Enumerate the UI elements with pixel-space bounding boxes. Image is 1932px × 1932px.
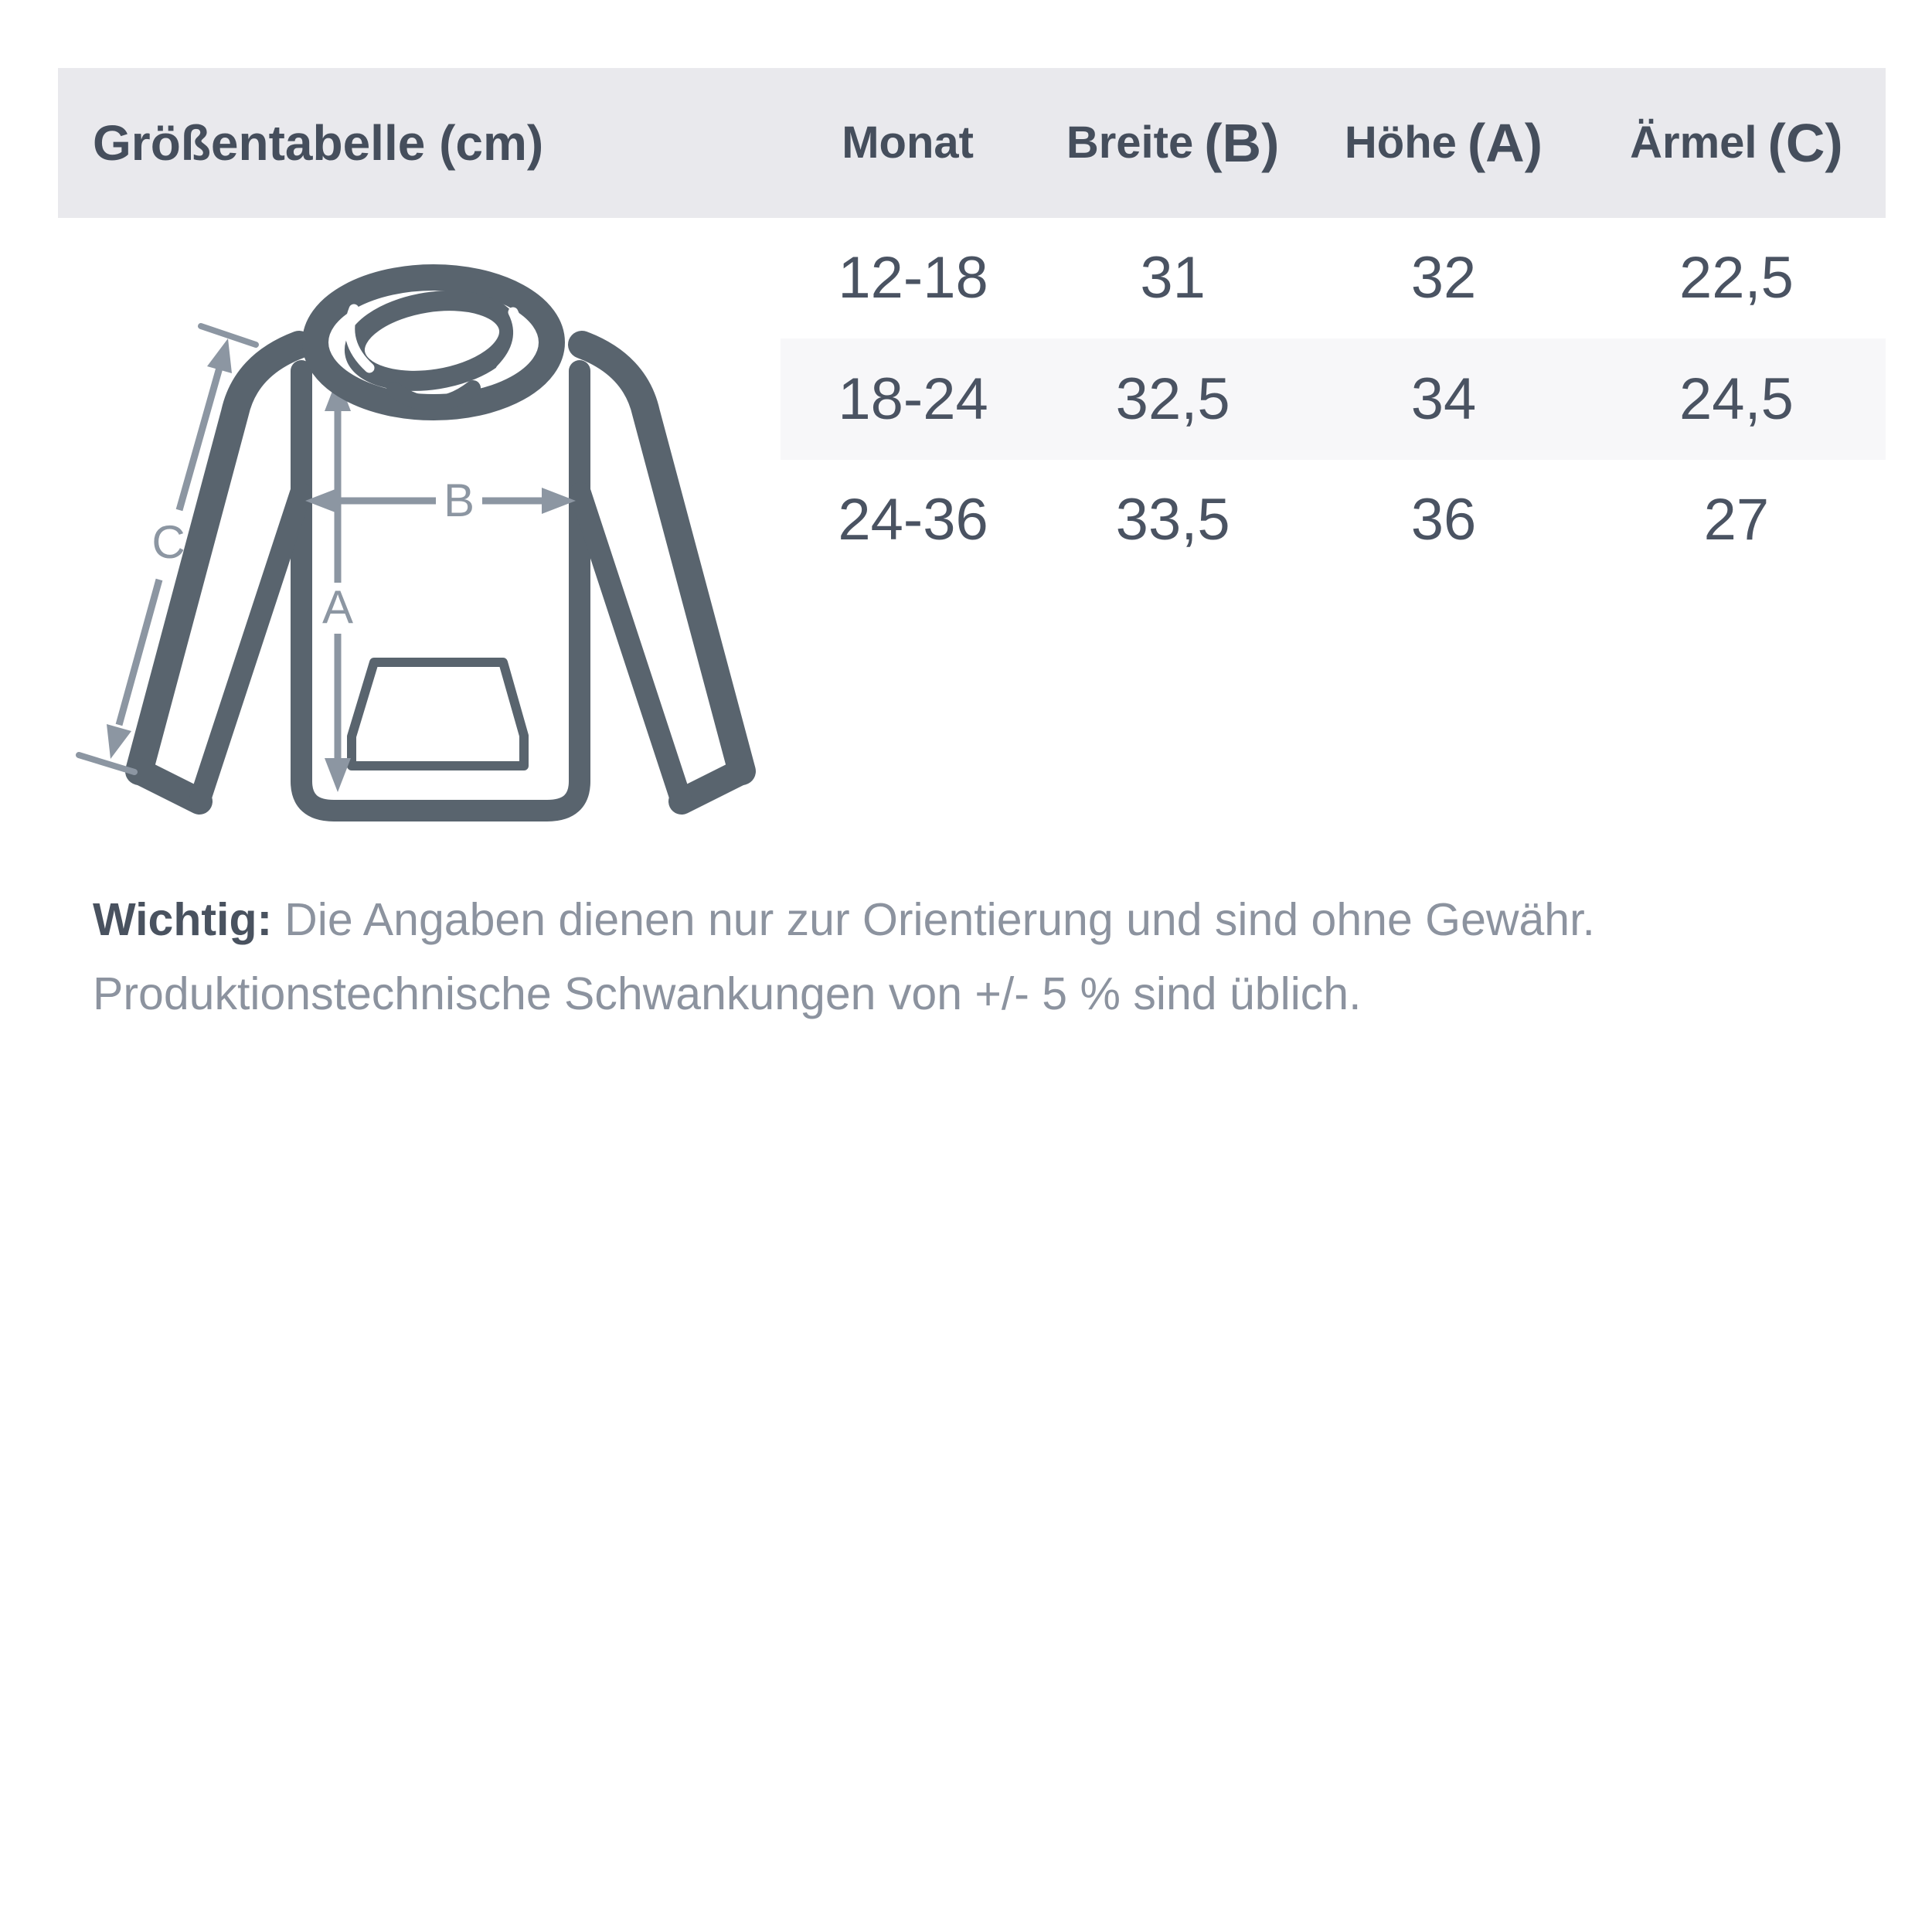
footnote-emphasis: Wichtig: [93, 894, 273, 945]
cell-monat: 24-36 [838, 487, 988, 553]
column-header-letter: (B) [1204, 113, 1280, 173]
cell-breite: 31 [1140, 245, 1206, 311]
measure-arrow-b [305, 474, 576, 526]
column-header-letter: (A) [1467, 113, 1543, 173]
measure-label-b: B [443, 474, 475, 526]
hoodie-hood [315, 277, 552, 407]
column-header-breite [1046, 68, 1300, 218]
cell-aermel: 22,5 [1679, 245, 1794, 311]
measure-arrow-a [322, 377, 353, 792]
cell-breite: 32,5 [1115, 366, 1230, 432]
table-column-headers [781, 68, 1886, 218]
cell-hoehe: 32 [1410, 245, 1477, 311]
column-header-word: Monat [842, 117, 974, 168]
cell-hoehe: 34 [1410, 366, 1477, 432]
cell-breite: 33,5 [1115, 487, 1230, 553]
measure-label-a: A [321, 581, 354, 633]
column-header-word: Ärmel [1630, 117, 1757, 168]
column-header-word: Breite [1066, 117, 1194, 168]
table-row [781, 218, 1886, 338]
footnote-line2: Produktionstechnische Schwankungen von +/- 5 % sind üblich. [93, 968, 1362, 1019]
measure-label-c: C [151, 516, 185, 568]
footnote-text1: Die Angaben dienen nur zur Orientierung und sind ohne Gewähr. [284, 894, 1595, 945]
column-header-word: Höhe [1344, 117, 1457, 168]
cell-monat: 12-18 [838, 245, 988, 311]
footnote [93, 883, 1870, 1031]
cell-monat: 18-24 [838, 366, 988, 432]
page-title: Größentabelle (cm) [93, 115, 544, 171]
table-row [781, 460, 1886, 580]
cell-aermel: 27 [1703, 487, 1770, 553]
column-header-hoehe [1300, 68, 1587, 218]
hoodie-measurement-diagram [46, 255, 788, 873]
column-header-monat [781, 68, 1046, 218]
kangaroo-pocket [352, 662, 524, 766]
cell-hoehe: 36 [1410, 487, 1477, 553]
table-row [781, 338, 1886, 460]
footnote-line1 [93, 883, 1870, 957]
cell-aermel: 24,5 [1679, 366, 1794, 432]
column-header-letter: (C) [1767, 113, 1843, 173]
column-header-aermel [1587, 68, 1886, 218]
